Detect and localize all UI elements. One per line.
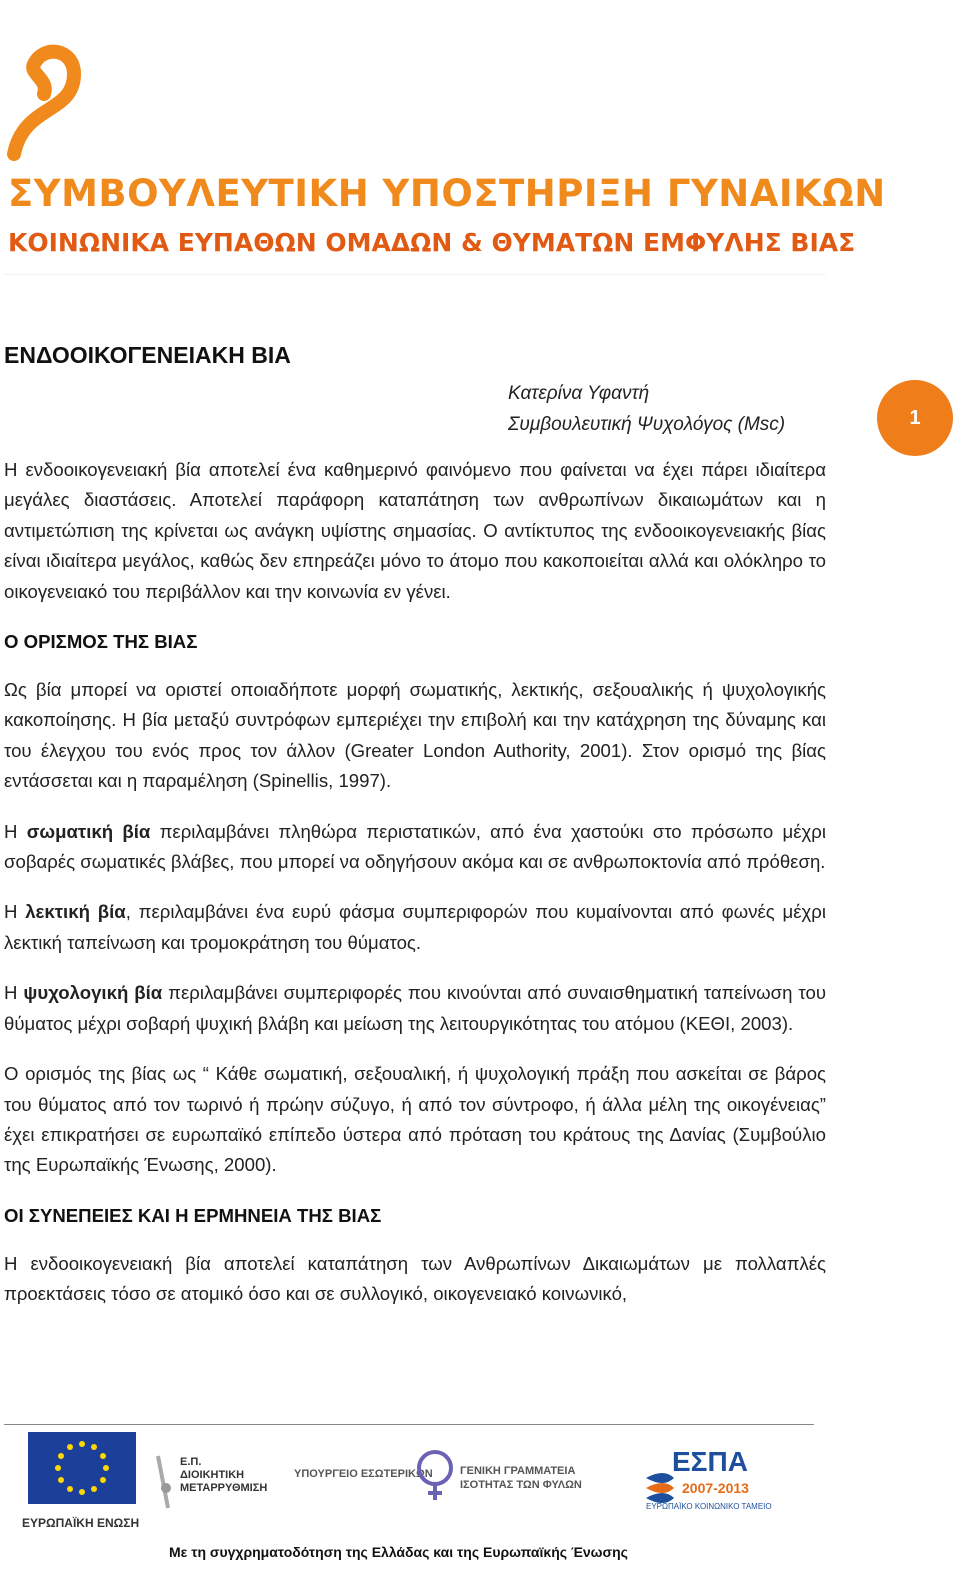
document-body <box>4 455 826 1330</box>
heading-consequences: ΟΙ ΣΥΝΕΠΕΙΕΣ ΚΑΙ Η ΕΡΜΗΝΕΙΑ ΤΗΣ ΒΙΑΣ <box>4 1204 382 1226</box>
espa-subtitle: ΕΥΡΩΠΑΪΚΟ ΚΟΙΝΩΝΙΚΟ ΤΑΜΕΙΟ <box>646 1502 772 1511</box>
header-banner <box>4 4 886 275</box>
verbal-term: λεκτική βία <box>25 901 126 923</box>
document-title: ΕΝΔΟΟΙΚΟΓΕΝΕΙΑΚΗ ΒΙΑ <box>4 342 291 368</box>
physical-term: σωματική βία <box>26 820 151 842</box>
psych-prefix: Η <box>4 982 24 1004</box>
admin-label-line-2: ΔΙΟΙΚΗΤΙΚΗ <box>180 1469 245 1481</box>
footer-divider <box>4 1424 814 1425</box>
admin-label-line-3: ΜΕΤΑΡΡΥΘΜΙΣΗ <box>180 1482 268 1494</box>
paragraph-intro: Η ενδοοικογενειακή βία αποτελεί ένα καθημερινό φαινόμενο που φαίνεται να έχει πάρει ιδιαίτερα μεγάλες διαστάσεις. Αποτελεί παράφορη καταπάτηση των ανθρωπίνων δικαιωμάτων και η αντιμετώπιση της κρίνεται ως ανάγκη υψίστης σημασίας. Ο αντίκτυπος της ενδοοικογενειακής βίας είναι ιδιαίτερα μεγάλος, καθώς δεν επηρεάζει μόνο το άτομο που κακοποιείται αλλά και ολόκληρο το οικογενειακό του περιβάλλον και την κοινωνία εν γένει. <box>4 459 826 602</box>
paragraph-physical <box>4 817 826 878</box>
verbal-prefix: Η <box>4 901 26 923</box>
author-name: Κατερίνα Υφαντή <box>508 383 650 404</box>
gender-equality-logo-icon <box>412 1446 458 1502</box>
heading-definition: Ο ΟΡΙΣΜΟΣ ΤΗΣ ΒΙΑΣ <box>4 631 198 653</box>
admin-label-line-1: Ε.Π. <box>180 1456 202 1468</box>
gender-equality-label <box>460 1464 582 1492</box>
footer-logos <box>4 1428 826 1578</box>
espa-years: 2007-2013 <box>682 1480 749 1496</box>
eu-label: ΕΥΡΩΠΑΪΚΗ ΕΝΩΣΗ <box>22 1516 140 1530</box>
author-role: Συμβουλευτική Ψυχολόγος (Msc) <box>508 414 786 435</box>
gen-sec-line-1: ΓΕΝΙΚΗ ΓΡΑΜΜΑΤΕΙΑ <box>460 1465 576 1477</box>
banner-title: ΣΥΜΒΟΥΛΕΥΤΙΚΗ ΥΠΟΣΤΗΡΙΞΗ ΓΥΝΑΙΚΩΝ <box>8 172 886 215</box>
paragraph-definition: Ως βία μπορεί να οριστεί οποιαδήποτε μορφή σωματικής, λεκτικής, σεξουαλικής ή ψυχολογικής κακοποίησης. Η βία μεταξύ συντρόφων εμπεριέχει την επιβολή και την κατάχρηση της δύναμης και του έλεγχου του ενός προς τον άλλον (Greater London Authority, 2001). Στον ορισμό της βίας εντάσσεται και η παραμέληση (Spinellis, 1997). <box>4 679 826 792</box>
physical-prefix: Η <box>4 820 27 842</box>
psych-term: ψυχολογική βία <box>23 982 163 1004</box>
psych-rest: περιλαμβάνει συμπεριφορές που κινούνται από συναισθηματική ταπείνωση του θύματος μέχρι σοβαρή ψυχική βλάβη και μείωση της λειτουργικότητας του ατόμου (ΚΕΘΙ, 2003). <box>4 982 826 1034</box>
gen-sec-line-2: ΙΣΟΤΗΤΑΣ ΤΩΝ ΦΥΛΩΝ <box>460 1479 582 1491</box>
physical-rest: περιλαμβάνει πληθώρα περιστατικών, από ένα χαστούκι στο πρόσωπο μέχρι σοβαρές σωματικές βλάβες, που μπορεί να οδηγήσουν ακόμα και σε ανθρωποκτονία από πρόθεση. <box>4 820 827 873</box>
page-number-badge: 1 <box>877 380 953 456</box>
verbal-rest: , περιλαμβάνει ένα ευρύ φάσμα συμπεριφορών που κυμαίνονται από φωνές μέχρι λεκτική ταπείνωση και τρομοκράτηση του θύματος. <box>4 901 826 953</box>
swirl-logo-icon <box>4 44 84 164</box>
paragraph-psychological <box>4 978 826 1039</box>
eu-flag-icon <box>28 1432 136 1504</box>
espa-name: ΕΣΠΑ <box>672 1446 748 1477</box>
paragraph-verbal <box>4 897 826 958</box>
cofinance-note: Με τη συγχρηματοδότηση της Ελλάδας και της Ευρωπαϊκής Ένωσης <box>169 1544 628 1560</box>
author-block <box>508 378 785 440</box>
admin-reform-label <box>180 1456 267 1495</box>
paragraph-eu-definition: Ο ορισμός της βίας ως “ Κάθε σωματική, σεξουαλική, ή ψυχολογική πράξη που ασκείται σε βάρος του θύματος από τον τωρινό ή πρώην σύζυγο, ή από τον σύντροφο, ή άλλα μέλη της οικογένειας” έχει επικρατήσει σε ευρωπαϊκό επίπεδο ύστερα από πρόταση του κράτους της Δανίας (Συμβούλιο της Ευρωπαϊκής Ένωσης, 2000). <box>4 1063 826 1176</box>
paragraph-consequences: Η ενδοοικογενειακή βία αποτελεί καταπάτηση των Ανθρωπίνων Δικαιωμάτων με πολλαπλές προεκτάσεις τόσο σε ατομικό όσο και σε συλλογικό, οικογενειακό κοινωνικό, <box>4 1252 826 1305</box>
ministry-label: ΥΠΟΥΡΓΕΙΟ ΕΣΩΤΕΡΙΚΩΝ <box>294 1468 433 1480</box>
banner-subtitle: ΚΟΙΝΩΝΙΚΑ ΕΥΠΑΘΩΝ ΟΜΑΔΩΝ & ΘΥΜΑΤΩΝ ΕΜΦΥΛΗΣ ΒΙΑΣ <box>8 228 856 257</box>
